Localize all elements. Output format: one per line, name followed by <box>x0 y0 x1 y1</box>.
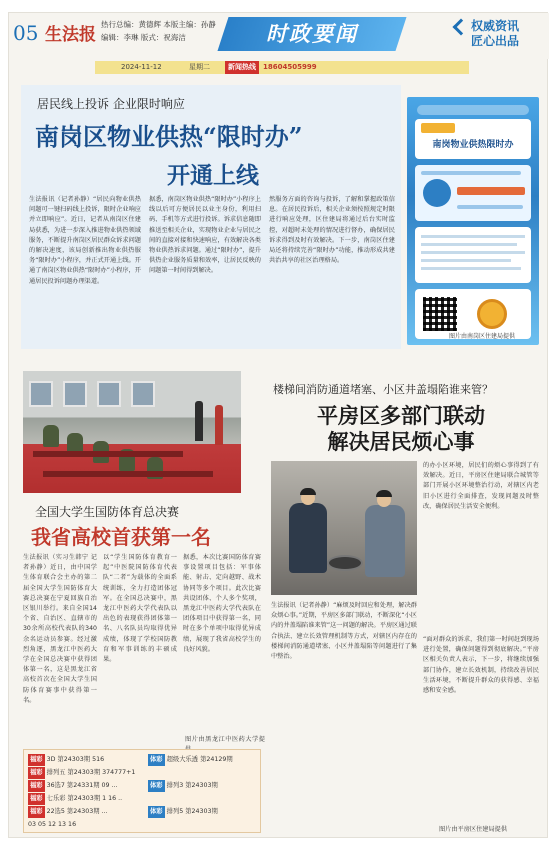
lottery-text: 七乐彩 第24303期 1 16 .. <box>46 795 123 802</box>
left-story-caption: 图片由黑龙江中医药大学提 <box>185 736 265 743</box>
section-banner-text: 时政要闻 <box>266 22 358 46</box>
lottery-text: 排列5 第24303期 <box>166 808 218 815</box>
photo-mat <box>43 471 213 477</box>
poster-text-line <box>421 251 525 254</box>
right-story-caption: 图片由平房区住建局提供 <box>439 826 508 833</box>
lottery-entry <box>28 780 118 792</box>
photo-window <box>29 381 53 407</box>
top-story-headline: 南岗区物业供热“限时办” <box>35 122 303 151</box>
staff-line: 热行总编：黄德辉 本版主编：孙静 <box>101 20 216 29</box>
poster-title: 南岗物业供热限时办 <box>432 140 514 150</box>
staff-credits <box>101 18 216 44</box>
left-story-column-1: 生法报讯（实习生韩宁 记者孙静）近日，由中国学生体育联合会主办的第二届全国大学生国防体育大赛总决赛在宁夏回族自治区银川举行。来自全国14个省、自治区、直辖市的30余所高校代表队的340余名运动员参赛。经过激烈角逐，黑龙江中医药大学在全国总决赛中获得团体第一名，这是黑龙江省高校首次在全国大学生国防体育赛事中获得第一名。 <box>23 554 97 704</box>
lottery-entry <box>28 819 76 831</box>
lottery-tag: 体彩 <box>148 780 165 792</box>
top-story-column-2: 据悉，南岗区物业供热“限时办”小程序上线以后可方便居民以业主身份，利用扫码、手机等方式进行投诉。诉求信息随即推送至相关企业，实现物业企业与居民之间的直接对接和快速响应，有效解决各类物业供热诉求问题。通过“限时办”，提升供热企业服务质量和效率，让居民反映的问题第一时间得到解决。 <box>149 196 261 275</box>
photo-mat <box>33 451 183 457</box>
newspaper-page <box>8 12 548 838</box>
top-story-kicker: 居民线上投诉 企业限时响应 <box>37 97 185 111</box>
top-story-column-3: 然服务方面的咨询与投诉，了解和掌握政策信息。在居民投诉后，相关企业须按照规定时限进行响应处理，区住建局将通过后台实时监控，对超时未处理的情况进行督办，确保居民诉求得到及时有效解决。下一步，南岗区住建局还将持续完善“限时办”功能，推动形成共建共治共享的社区治理格局。 <box>269 196 395 265</box>
right-story-kicker: 楼梯间消防通道堵塞、小区井盖塌陷谁来管？ <box>273 383 493 396</box>
poster-text-line <box>457 205 523 209</box>
staff-line: 编辑：李琳 版式：祝海洁 <box>101 33 186 42</box>
lottery-tag: 福彩 <box>28 793 45 805</box>
poster-steps-card <box>415 227 531 283</box>
photo-window <box>63 381 87 407</box>
slogan-line: 权威资讯 <box>471 19 520 33</box>
lottery-entry <box>28 754 104 766</box>
lottery-text: 03 05 12 13 16 <box>28 821 77 828</box>
phone-icon <box>423 179 451 207</box>
service-poster <box>407 97 539 345</box>
lottery-entry <box>28 806 108 818</box>
lottery-entry <box>148 780 218 792</box>
lottery-entry <box>148 754 233 766</box>
poster-badge <box>421 123 455 133</box>
poster-phone-strip <box>457 187 525 195</box>
photo-referee <box>195 401 203 441</box>
lottery-box <box>23 749 261 833</box>
lottery-entry <box>148 806 218 818</box>
photo-worker <box>289 503 327 573</box>
lottery-entry <box>28 793 122 805</box>
lottery-text: 排列五 第24303期 374777+1 <box>46 769 136 776</box>
workers-photo <box>271 461 417 595</box>
lottery-tag: 福彩 <box>28 754 45 766</box>
section-banner <box>217 17 406 51</box>
left-story-headline: 我省高校首获第一名 <box>31 525 211 549</box>
photo-worker <box>365 505 405 577</box>
poster-text-line <box>421 267 521 270</box>
top-story-caption: 图片由南岗区住建局提供 <box>449 333 516 340</box>
photo-window <box>131 381 155 407</box>
shooting-competition-photo <box>23 371 241 493</box>
right-story-column-3: “面对群众的诉求，我们第一时间赶到现场进行处置，确保问题得到彻底解决。”平房区相关负责人表示，下一步，将继续加强部门协作，建立长效机制，持续改善居民生活环境，不断提升群众的获得感、幸福感和安全感。 <box>423 636 539 695</box>
lottery-tag: 体彩 <box>148 754 165 766</box>
left-story-column-3: 据悉，本次比赛国防体育赛事设置项目包括：军事体能、射击、定向越野、战术协同等多个项目。此次比赛共设团体、个人多个奖项，黑龙江中医药大学代表队在团体项目中获得第一名，同时在多个单项中取得优异成绩，展现了我省高校学生的良好风貌。 <box>183 554 261 653</box>
poster-title-box <box>415 119 531 159</box>
top-story-column-1: 生法报讯（记者孙静）“居民向物业供热问题可一键扫码线上投诉，限时企业响应并立即响应”。近日，记者从南岗区住建局获悉，为进一步深入推进物业供热领域服务，不断提升南岗区居民群众诉求问题的解决速度，该局创新推出物业供热服务“限时办”小程序，并正式开通上线。开通了南岗区物业供热“限时办”小程序，开通居民投诉问题办理渠道。 <box>29 196 141 285</box>
lottery-text: 36选7 第24331期 09 ... <box>46 782 118 789</box>
right-story-headline-line: 解决居民烦心事 <box>327 429 475 454</box>
right-story-headline <box>301 403 501 455</box>
right-story-headline-line: 平房区多部门联动 <box>317 403 485 428</box>
left-story-kicker: 全国大学生国防体育总决赛 <box>35 505 180 519</box>
qr-code-icon <box>423 297 457 331</box>
poster-info-card <box>415 165 531 221</box>
paper-name: 生法报 <box>45 25 96 45</box>
poster-text-line <box>421 243 517 246</box>
lottery-entry <box>28 767 135 779</box>
photo-worker-hat <box>376 490 392 497</box>
dateline <box>95 61 469 74</box>
photo-window <box>97 381 121 407</box>
photo-worker-hat <box>300 488 316 495</box>
slogan <box>471 19 519 49</box>
right-story-column-1: 生法报讯（记者孙静）“麻烦及时回应和处理，解决群众烦心事。”近期，平房区多部门联动，不断深化“小区内的井盖塌陷谁来管”这一问题的解决。平房区通过联合执法、建立长效管理机制等方式，对辖区内存在的楼梯间消防通道堵塞、小区井盖塌陷等问题进行了集中整治。 <box>271 602 417 661</box>
emblem-icon <box>477 299 507 329</box>
issue-weekday: 星期二 <box>189 63 210 71</box>
issue-date: 2024-11-12 <box>121 63 162 71</box>
hotline-number: 18604505999 <box>263 63 317 71</box>
lottery-text: 超级大乐透 第24129期 <box>166 756 233 763</box>
lottery-text: 3D 第24303期 516 <box>46 756 105 763</box>
left-story-column-2: 以“学生国防体育教育一起”中医院国防体育代表队“二者”为载体的全面系统训练，全力打造团体冠军。在全国总决赛中，黑龙江中医药大学代表队以出色的表现获得团体第一名、八名队员均取得优异成绩，体现了学校国防教育和军事训练的丰硕成果。 <box>103 554 177 664</box>
hotline-label: 新闻热线 <box>225 61 259 74</box>
poster-text-line <box>421 235 525 238</box>
slogan-line: 匠心出品 <box>471 34 520 48</box>
lottery-tag: 福彩 <box>28 806 45 818</box>
masthead <box>9 13 549 59</box>
lottery-tag: 福彩 <box>28 767 45 779</box>
photo-soldier <box>43 425 59 447</box>
lottery-text: 22选5 第24303期 ... <box>46 808 108 815</box>
poster-text-line <box>421 259 511 262</box>
lottery-tag: 福彩 <box>28 780 45 792</box>
top-story <box>21 85 401 349</box>
poster-text-line <box>421 171 521 175</box>
right-story-column-2: 的办小区环境，居民们的烦心事得到了有效解决。近日，平房区住建局联合城管等部门开展小区环境整治行动，对辖区内老旧小区进行全面排查，发现问题及时整改，确保居民生活安全便利。 <box>423 462 539 510</box>
photo-manhole <box>327 555 363 571</box>
photo-referee <box>215 405 223 445</box>
lottery-tag: 体彩 <box>148 806 165 818</box>
top-story-subhead: 开通上线 <box>167 162 259 189</box>
poster-top-bar <box>417 105 529 115</box>
slogan-arrow-icon <box>453 19 470 36</box>
lottery-text: 排列3 第24303期 <box>166 782 218 789</box>
page-number: 05 <box>13 21 39 45</box>
